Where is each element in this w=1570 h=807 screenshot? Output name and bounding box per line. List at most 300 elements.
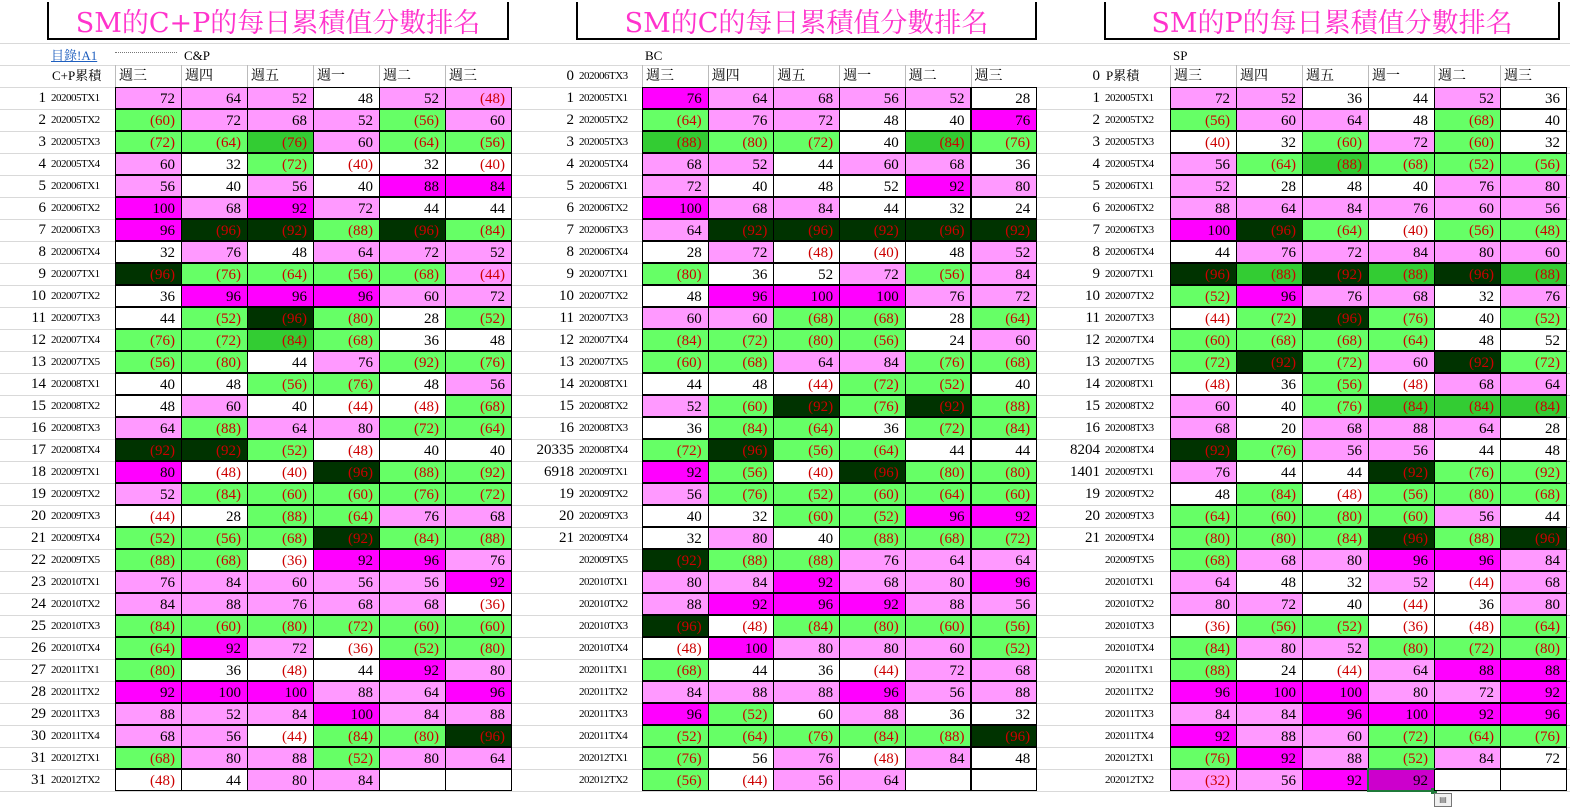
score-cell[interactable]: 84 (1236, 703, 1303, 725)
score-cell[interactable]: (60) (971, 483, 1038, 505)
score-cell[interactable]: 72 (1368, 131, 1435, 153)
score-cell[interactable]: (88) (115, 549, 182, 571)
score-cell[interactable]: (52) (708, 703, 775, 725)
score-cell[interactable]: 32 (181, 153, 248, 175)
score-cell[interactable]: (64) (1434, 725, 1501, 747)
score-cell[interactable]: (88) (642, 131, 709, 153)
score-cell[interactable]: 100 (313, 703, 380, 725)
score-cell[interactable]: 56 (905, 681, 972, 703)
score-cell[interactable]: 56 (1500, 197, 1567, 219)
score-cell[interactable]: (96) (905, 219, 972, 241)
score-cell[interactable]: (40) (445, 153, 512, 175)
score-cell[interactable]: 20 (1236, 417, 1303, 439)
score-cell[interactable]: (84) (181, 483, 248, 505)
score-cell[interactable]: (72) (379, 417, 446, 439)
score-cell[interactable]: 52 (905, 87, 972, 109)
score-cell[interactable]: 60 (971, 329, 1038, 351)
score-cell[interactable]: 76 (1302, 285, 1369, 307)
score-cell[interactable]: (92) (181, 439, 248, 461)
score-cell[interactable]: (72) (1236, 307, 1303, 329)
score-cell[interactable]: (80) (708, 131, 775, 153)
score-cell[interactable]: 56 (379, 571, 446, 593)
score-cell[interactable]: 96 (313, 285, 380, 307)
score-cell[interactable]: 72 (379, 241, 446, 263)
score-cell[interactable]: (48) (1170, 373, 1237, 395)
score-cell[interactable]: 44 (1170, 241, 1237, 263)
score-cell[interactable]: (96) (247, 307, 314, 329)
score-cell[interactable]: 84 (773, 197, 840, 219)
score-cell[interactable]: (80) (379, 725, 446, 747)
score-cell[interactable]: (80) (1500, 637, 1567, 659)
score-cell[interactable]: 80 (971, 175, 1038, 197)
score-cell[interactable]: 56 (1302, 439, 1369, 461)
score-cell[interactable]: 76 (905, 285, 972, 307)
score-cell[interactable]: (92) (1434, 351, 1501, 373)
score-cell[interactable]: 88 (1500, 659, 1567, 681)
score-cell[interactable]: 24 (1236, 659, 1303, 681)
score-cell[interactable]: 52 (971, 241, 1038, 263)
score-cell[interactable]: 88 (1302, 747, 1369, 769)
score-cell[interactable]: (92) (642, 549, 709, 571)
score-cell[interactable]: 80 (642, 571, 709, 593)
score-cell[interactable]: (76) (1170, 747, 1237, 769)
score-cell[interactable]: 36 (1434, 593, 1501, 615)
score-cell[interactable]: (48) (181, 461, 248, 483)
score-cell[interactable]: (68) (1170, 549, 1237, 571)
score-cell[interactable]: (72) (773, 131, 840, 153)
score-cell[interactable]: 68 (905, 153, 972, 175)
score-cell[interactable]: (96) (839, 461, 906, 483)
score-cell[interactable]: (56) (642, 769, 709, 791)
score-cell[interactable]: (76) (642, 747, 709, 769)
score-cell[interactable]: (88) (1302, 153, 1369, 175)
score-cell[interactable]: (60) (181, 615, 248, 637)
score-cell[interactable]: (72) (708, 329, 775, 351)
score-cell[interactable]: 72 (905, 659, 972, 681)
score-cell[interactable]: (44) (1302, 659, 1369, 681)
score-cell[interactable]: (36) (1170, 615, 1237, 637)
score-cell[interactable]: (96) (115, 263, 182, 285)
score-cell[interactable]: (76) (1302, 395, 1369, 417)
score-cell[interactable]: 92 (1302, 769, 1369, 791)
score-cell[interactable]: 92 (1434, 703, 1501, 725)
score-cell[interactable]: 76 (1170, 461, 1237, 483)
score-cell[interactable]: 80 (905, 571, 972, 593)
score-cell[interactable]: 28 (971, 87, 1038, 109)
score-cell[interactable]: 80 (1236, 637, 1303, 659)
score-cell[interactable]: 60 (313, 131, 380, 153)
score-cell[interactable]: (92) (379, 351, 446, 373)
score-cell[interactable]: (92) (1236, 351, 1303, 373)
score-cell[interactable]: 60 (1500, 241, 1567, 263)
score-cell[interactable]: 40 (247, 395, 314, 417)
score-cell[interactable]: 44 (181, 769, 248, 791)
score-cell[interactable]: 80 (839, 637, 906, 659)
score-cell[interactable]: 44 (1434, 439, 1501, 461)
score-cell[interactable]: 32 (905, 197, 972, 219)
score-cell[interactable]: (52) (1368, 747, 1435, 769)
score-cell[interactable]: (92) (971, 219, 1038, 241)
score-cell[interactable]: 68 (1368, 285, 1435, 307)
score-cell[interactable]: 88 (839, 703, 906, 725)
score-cell[interactable]: (80) (313, 307, 380, 329)
score-cell[interactable]: (96) (445, 725, 512, 747)
score-cell[interactable]: (88) (1236, 263, 1303, 285)
score-cell[interactable]: (76) (839, 395, 906, 417)
score-cell[interactable]: 28 (905, 307, 972, 329)
score-cell[interactable]: 40 (1434, 307, 1501, 329)
score-cell[interactable]: (64) (1236, 153, 1303, 175)
score-cell[interactable]: (48) (1368, 373, 1435, 395)
score-cell[interactable]: 88 (971, 681, 1038, 703)
score-cell[interactable]: 48 (839, 109, 906, 131)
score-cell[interactable]: (60) (379, 615, 446, 637)
score-cell[interactable]: 84 (971, 263, 1038, 285)
score-cell[interactable]: (80) (839, 615, 906, 637)
score-cell[interactable]: (80) (1368, 637, 1435, 659)
score-cell[interactable]: (60) (642, 351, 709, 373)
score-cell[interactable]: 60 (642, 307, 709, 329)
score-cell[interactable]: 48 (379, 373, 446, 395)
score-cell[interactable]: 32 (1236, 131, 1303, 153)
score-cell[interactable]: (76) (773, 725, 840, 747)
score-cell[interactable]: (76) (115, 329, 182, 351)
score-cell[interactable]: 52 (1170, 175, 1237, 197)
score-cell[interactable]: (80) (1236, 527, 1303, 549)
score-cell[interactable]: (44) (1368, 593, 1435, 615)
score-cell[interactable]: 60 (1434, 197, 1501, 219)
score-cell[interactable]: 76 (773, 747, 840, 769)
score-cell[interactable]: (88) (1500, 263, 1567, 285)
score-cell[interactable]: (68) (1302, 329, 1369, 351)
score-cell[interactable]: 64 (971, 549, 1038, 571)
score-cell[interactable]: (80) (115, 659, 182, 681)
score-cell[interactable]: 56 (971, 593, 1038, 615)
score-cell[interactable]: 84 (247, 703, 314, 725)
score-cell[interactable]: 60 (1236, 109, 1303, 131)
score-cell[interactable]: (48) (247, 659, 314, 681)
score-cell[interactable]: (60) (773, 505, 840, 527)
score-cell[interactable]: 40 (115, 373, 182, 395)
score-cell[interactable]: 56 (115, 175, 182, 197)
score-cell[interactable]: (40) (313, 153, 380, 175)
score-cell[interactable]: (48) (773, 241, 840, 263)
score-cell[interactable]: 96 (642, 703, 709, 725)
score-cell[interactable]: 68 (1170, 417, 1237, 439)
score-cell[interactable]: 76 (1368, 197, 1435, 219)
score-cell[interactable]: (68) (773, 307, 840, 329)
score-cell[interactable]: (72) (971, 527, 1038, 549)
score-cell[interactable]: (64) (247, 263, 314, 285)
score-cell[interactable]: (44) (313, 395, 380, 417)
score-cell[interactable]: 84 (642, 681, 709, 703)
score-cell[interactable]: 80 (773, 637, 840, 659)
score-cell[interactable]: (88) (773, 549, 840, 571)
score-cell[interactable]: (64) (839, 439, 906, 461)
score-cell[interactable]: 68 (313, 593, 380, 615)
score-cell[interactable]: (56) (839, 329, 906, 351)
score-cell[interactable]: (76) (1434, 461, 1501, 483)
score-cell[interactable]: 44 (708, 659, 775, 681)
score-cell[interactable]: (52) (905, 373, 972, 395)
toc-link[interactable]: 目錄!A1 (51, 48, 98, 63)
score-cell[interactable]: 92 (642, 461, 709, 483)
score-cell[interactable]: 96 (1236, 285, 1303, 307)
score-cell[interactable]: 80 (1368, 681, 1435, 703)
score-cell[interactable]: 52 (1434, 87, 1501, 109)
score-cell[interactable]: 52 (1500, 329, 1567, 351)
score-cell[interactable]: 68 (247, 109, 314, 131)
score-cell[interactable]: 80 (181, 747, 248, 769)
score-cell[interactable]: 36 (905, 703, 972, 725)
score-cell[interactable]: 76 (839, 549, 906, 571)
score-cell[interactable]: 84 (708, 571, 775, 593)
score-cell[interactable]: 96 (773, 593, 840, 615)
score-cell[interactable]: 68 (708, 197, 775, 219)
score-cell[interactable]: 84 (379, 703, 446, 725)
score-cell[interactable]: 60 (115, 153, 182, 175)
score-cell[interactable]: 96 (379, 549, 446, 571)
score-cell[interactable]: (72) (115, 131, 182, 153)
score-cell[interactable]: 64 (247, 417, 314, 439)
score-cell[interactable]: (80) (1170, 527, 1237, 549)
score-cell[interactable]: (56) (1302, 373, 1369, 395)
score-cell[interactable]: (84) (971, 417, 1038, 439)
score-cell[interactable]: 40 (181, 175, 248, 197)
score-cell[interactable]: (76) (247, 131, 314, 153)
score-cell[interactable]: (96) (1500, 527, 1567, 549)
score-cell[interactable]: (52) (839, 505, 906, 527)
score-cell[interactable] (1500, 769, 1567, 791)
score-cell[interactable]: (52) (181, 307, 248, 329)
score-cell[interactable]: (84) (708, 417, 775, 439)
score-cell[interactable]: 48 (1170, 483, 1237, 505)
score-cell[interactable]: 36 (115, 285, 182, 307)
score-cell[interactable]: (56) (1434, 219, 1501, 241)
score-cell[interactable]: 76 (642, 87, 709, 109)
score-cell[interactable]: 96 (905, 505, 972, 527)
score-cell[interactable]: (92) (1170, 439, 1237, 461)
score-cell[interactable]: 72 (839, 263, 906, 285)
score-cell[interactable]: (96) (1368, 527, 1435, 549)
score-cell[interactable]: (72) (1500, 351, 1567, 373)
score-cell[interactable]: (80) (642, 263, 709, 285)
score-cell[interactable]: 72 (1302, 241, 1369, 263)
score-cell[interactable]: 52 (181, 703, 248, 725)
score-cell[interactable]: 80 (247, 769, 314, 791)
score-cell[interactable]: (88) (1434, 527, 1501, 549)
score-cell[interactable]: 28 (181, 505, 248, 527)
score-cell[interactable]: 52 (379, 87, 446, 109)
score-cell[interactable]: (48) (1302, 483, 1369, 505)
score-cell[interactable]: 44 (1368, 87, 1435, 109)
score-cell[interactable]: 64 (1434, 417, 1501, 439)
score-cell[interactable]: 76 (115, 571, 182, 593)
score-cell[interactable]: (88) (445, 527, 512, 549)
score-cell[interactable]: (48) (642, 637, 709, 659)
score-cell[interactable]: (84) (1500, 395, 1567, 417)
score-cell[interactable]: 100 (1170, 219, 1237, 241)
score-cell[interactable]: 92 (379, 659, 446, 681)
score-cell[interactable]: (72) (445, 483, 512, 505)
score-cell[interactable]: 24 (971, 197, 1038, 219)
score-cell[interactable]: 88 (1170, 197, 1237, 219)
score-cell[interactable]: (64) (445, 417, 512, 439)
score-cell[interactable]: 48 (642, 285, 709, 307)
score-cell[interactable]: 32 (1434, 285, 1501, 307)
score-cell[interactable]: 64 (1500, 373, 1567, 395)
score-cell[interactable]: (56) (313, 263, 380, 285)
score-cell[interactable]: 56 (1368, 439, 1435, 461)
score-cell[interactable]: 52 (247, 87, 314, 109)
score-cell[interactable]: (80) (905, 461, 972, 483)
score-cell[interactable]: 80 (313, 417, 380, 439)
score-cell[interactable]: 36 (839, 417, 906, 439)
score-cell[interactable]: 48 (1302, 175, 1369, 197)
score-cell[interactable]: (84) (1302, 527, 1369, 549)
score-cell[interactable]: 48 (313, 87, 380, 109)
score-cell[interactable]: 36 (379, 329, 446, 351)
score-cell[interactable]: (84) (379, 527, 446, 549)
score-cell[interactable]: 88 (247, 747, 314, 769)
score-cell[interactable]: 84 (1170, 703, 1237, 725)
score-cell[interactable]: 96 (445, 681, 512, 703)
score-cell[interactable]: (72) (1170, 351, 1237, 373)
score-cell[interactable]: 40 (642, 505, 709, 527)
score-cell[interactable]: 56 (839, 87, 906, 109)
score-cell[interactable]: 40 (839, 131, 906, 153)
score-cell[interactable]: (68) (379, 263, 446, 285)
score-cell[interactable]: 36 (708, 263, 775, 285)
score-cell[interactable]: (68) (839, 307, 906, 329)
score-cell[interactable]: 88 (181, 593, 248, 615)
score-cell[interactable]: 60 (247, 571, 314, 593)
score-cell[interactable]: (84) (445, 219, 512, 241)
score-cell[interactable]: (52) (313, 747, 380, 769)
score-cell[interactable]: (76) (708, 483, 775, 505)
score-cell[interactable]: 72 (971, 285, 1038, 307)
score-cell[interactable]: 52 (708, 153, 775, 175)
score-cell[interactable]: (76) (971, 131, 1038, 153)
score-cell[interactable] (445, 769, 512, 791)
score-cell[interactable]: (52) (115, 527, 182, 549)
score-cell[interactable]: 24 (905, 329, 972, 351)
score-cell[interactable]: (72) (1302, 351, 1369, 373)
score-cell[interactable]: 100 (839, 285, 906, 307)
score-cell[interactable]: (36) (313, 637, 380, 659)
score-cell[interactable]: 72 (115, 87, 182, 109)
score-cell[interactable]: 60 (773, 703, 840, 725)
score-cell[interactable]: (40) (1170, 131, 1237, 153)
score-cell[interactable]: (56) (708, 461, 775, 483)
score-cell[interactable]: (56) (1368, 483, 1435, 505)
score-cell[interactable]: 64 (708, 87, 775, 109)
score-cell[interactable]: 40 (379, 439, 446, 461)
score-cell[interactable]: 88 (115, 703, 182, 725)
score-cell[interactable]: 100 (1368, 703, 1435, 725)
score-cell[interactable]: (56) (379, 109, 446, 131)
score-cell[interactable]: (96) (1434, 263, 1501, 285)
score-cell[interactable]: 84 (905, 747, 972, 769)
score-cell[interactable]: 36 (971, 153, 1038, 175)
score-cell[interactable]: 64 (773, 351, 840, 373)
score-cell[interactable]: 68 (1434, 373, 1501, 395)
score-cell[interactable]: (60) (1302, 131, 1369, 153)
score-cell[interactable]: 52 (1236, 87, 1303, 109)
score-cell[interactable]: 52 (773, 263, 840, 285)
score-cell[interactable]: 100 (181, 681, 248, 703)
score-cell[interactable]: (64) (313, 505, 380, 527)
score-cell[interactable]: 84 (181, 571, 248, 593)
score-cell[interactable] (379, 769, 446, 791)
score-cell[interactable]: 76 (247, 593, 314, 615)
score-cell[interactable]: (84) (773, 615, 840, 637)
score-cell[interactable]: 44 (773, 153, 840, 175)
score-cell[interactable]: 84 (313, 769, 380, 791)
score-cell[interactable]: (68) (905, 527, 972, 549)
score-cell[interactable]: 84 (1500, 549, 1567, 571)
score-cell[interactable]: (84) (642, 329, 709, 351)
score-cell[interactable]: 72 (313, 197, 380, 219)
score-cell[interactable]: 48 (1500, 439, 1567, 461)
score-cell[interactable]: 92 (708, 593, 775, 615)
score-cell[interactable]: (48) (839, 747, 906, 769)
score-cell[interactable]: 32 (971, 703, 1038, 725)
score-cell[interactable]: (44) (115, 505, 182, 527)
score-cell[interactable]: 40 (445, 439, 512, 461)
score-cell[interactable]: 48 (708, 373, 775, 395)
score-cell[interactable]: 56 (773, 769, 840, 791)
score-cell[interactable]: (60) (1170, 329, 1237, 351)
score-cell[interactable]: (60) (247, 483, 314, 505)
score-cell[interactable]: (84) (1368, 395, 1435, 417)
score-cell[interactable]: (68) (1236, 329, 1303, 351)
score-cell[interactable]: 76 (1434, 175, 1501, 197)
score-cell[interactable]: (56) (445, 131, 512, 153)
score-cell[interactable]: (60) (708, 395, 775, 417)
score-cell[interactable]: 40 (313, 175, 380, 197)
score-cell[interactable]: 44 (642, 373, 709, 395)
score-cell[interactable]: 44 (379, 197, 446, 219)
score-cell[interactable]: 52 (839, 175, 906, 197)
score-cell[interactable]: 44 (445, 197, 512, 219)
score-cell[interactable]: (56) (971, 615, 1038, 637)
score-cell[interactable]: (48) (379, 395, 446, 417)
score-cell[interactable]: (96) (1170, 263, 1237, 285)
score-cell[interactable]: (64) (708, 725, 775, 747)
score-cell[interactable]: (68) (247, 527, 314, 549)
score-cell[interactable]: 64 (642, 219, 709, 241)
score-cell[interactable]: 92 (773, 571, 840, 593)
score-cell[interactable]: 64 (445, 747, 512, 769)
score-cell[interactable]: 36 (773, 659, 840, 681)
score-cell[interactable]: (52) (971, 637, 1038, 659)
score-cell[interactable]: 72 (708, 241, 775, 263)
score-cell[interactable]: (72) (1368, 725, 1435, 747)
score-cell[interactable]: (84) (1236, 483, 1303, 505)
score-cell[interactable]: 52 (1368, 571, 1435, 593)
score-cell[interactable]: (40) (773, 461, 840, 483)
score-cell[interactable]: 100 (1302, 681, 1369, 703)
score-cell[interactable]: 48 (1368, 109, 1435, 131)
score-cell[interactable]: (72) (313, 615, 380, 637)
score-cell[interactable]: 92 (1170, 725, 1237, 747)
score-cell[interactable]: (56) (1500, 153, 1567, 175)
score-cell[interactable]: (76) (905, 351, 972, 373)
score-cell[interactable]: (96) (1236, 219, 1303, 241)
score-cell[interactable]: 28 (1500, 417, 1567, 439)
score-cell[interactable]: 28 (379, 307, 446, 329)
